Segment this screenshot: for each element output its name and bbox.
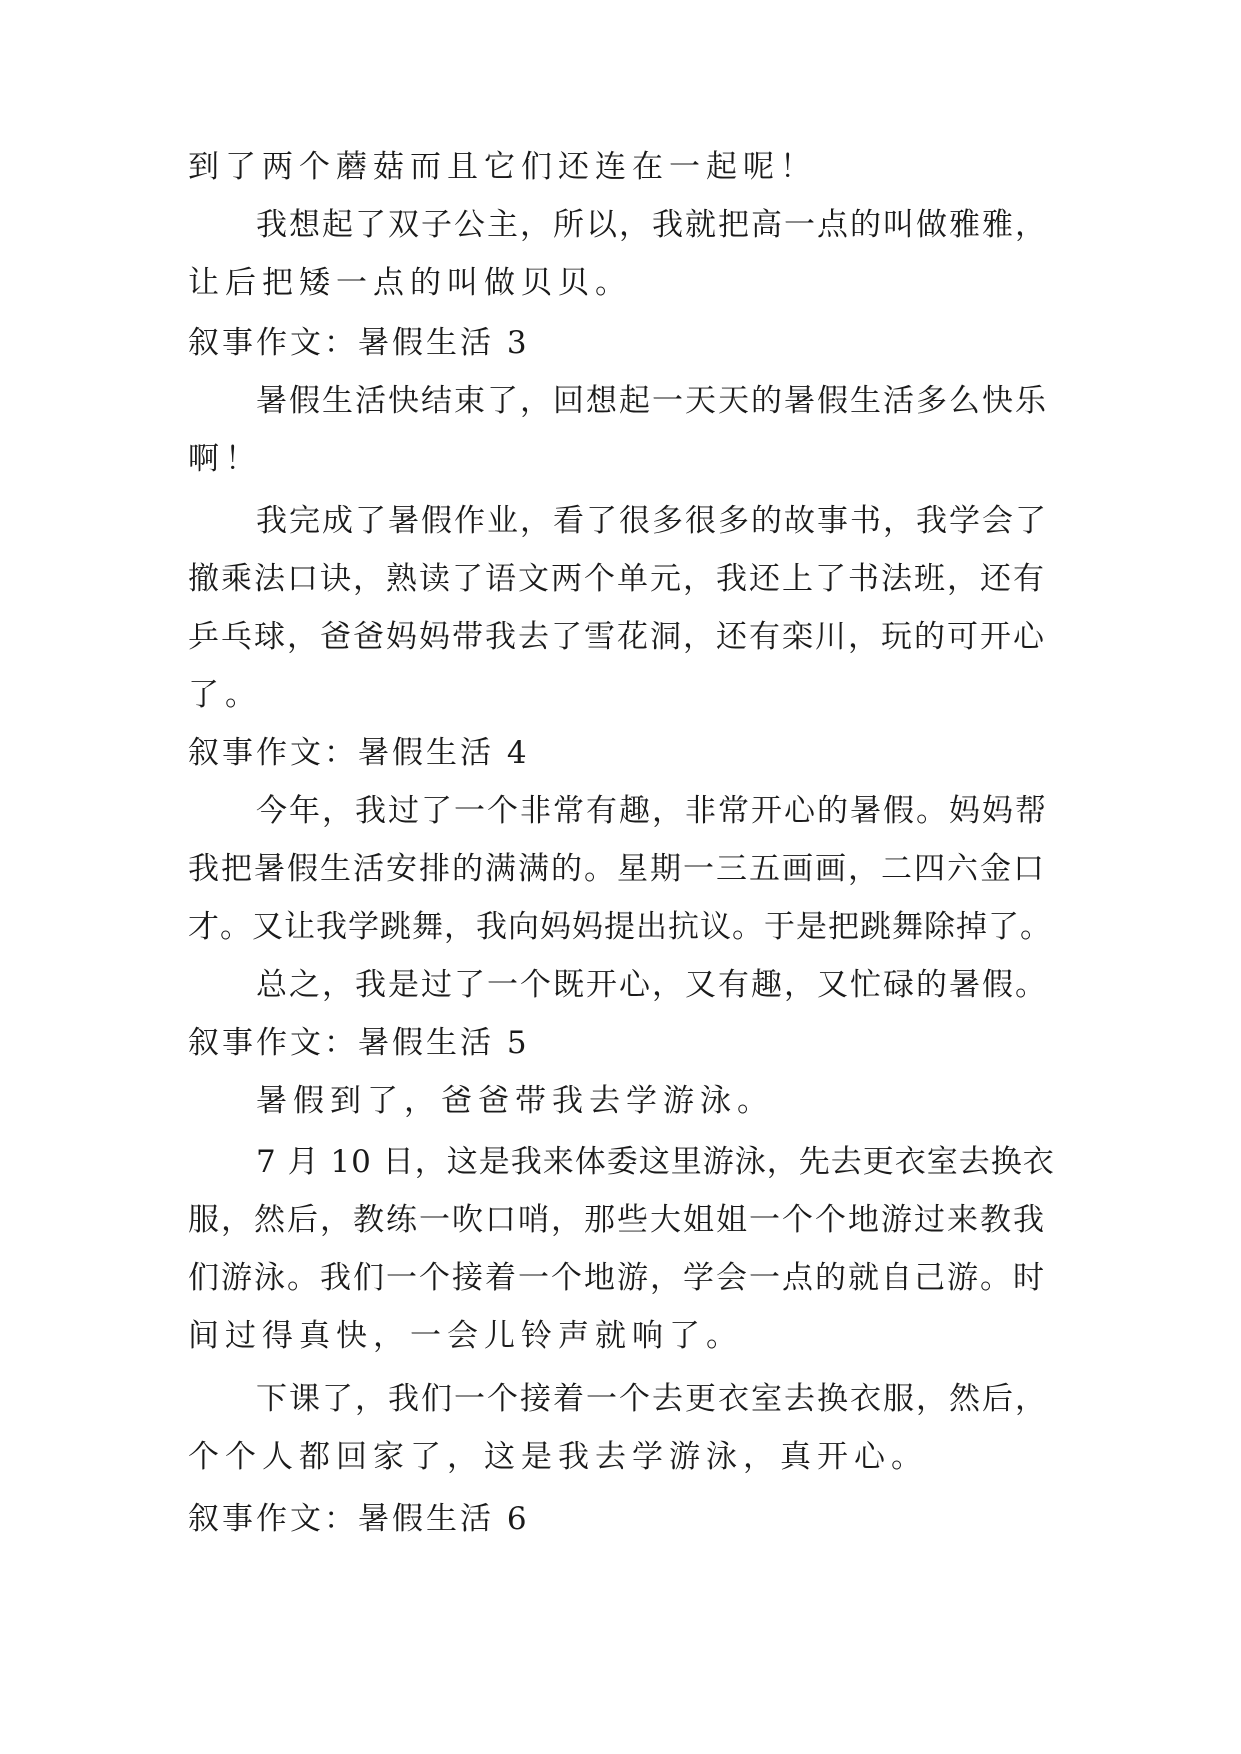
paragraph-line: 乒乓球，爸爸妈妈带我去了雪花洞，还有栾川，玩的可开心	[188, 619, 1046, 655]
paragraph-line: 下课了，我们一个接着一个去更衣室去换衣服，然后，	[256, 1381, 1048, 1417]
paragraph-line: 今年，我过了一个非常有趣，非常开心的暑假。妈妈帮	[256, 793, 1048, 829]
section-heading: 叙事作文：暑假生活 3	[188, 325, 530, 361]
paragraph-line: 撤乘法口诀，熟读了语文两个单元，我还上了书法班，还有	[188, 561, 1046, 597]
paragraph-line: 个个人都回家了，这是我去学游泳，真开心。	[188, 1439, 928, 1475]
paragraph-line: 我把暑假生活安排的满满的。星期一三五画画，二四六金口	[188, 851, 1046, 887]
paragraph-line: 暑假到了，爸爸带我去学游泳。	[256, 1083, 774, 1119]
paragraph-line: 服，然后，教练一吹口哨，那些大姐姐一个个地游过来教我	[188, 1202, 1046, 1238]
paragraph-line: 我想起了双子公主，所以，我就把高一点的叫做雅雅，	[256, 207, 1048, 243]
section-heading: 叙事作文：暑假生活 6	[188, 1501, 530, 1537]
paragraph-line: 到了两个蘑菇而且它们还连在一起呢！	[188, 149, 817, 185]
paragraph-line: 总之，我是过了一个既开心，又有趣，又忙碌的暑假。	[256, 967, 1048, 1003]
paragraph-line: 间过得真快，一会儿铃声就响了。	[188, 1318, 743, 1354]
section-heading: 叙事作文：暑假生活 4	[188, 735, 530, 771]
paragraph-line: 我完成了暑假作业，看了很多很多的故事书，我学会了	[256, 503, 1048, 539]
paragraph-line: 暑假生活快结束了，回想起一天天的暑假生活多么快乐	[256, 383, 1048, 419]
paragraph-line: 让后把矮一点的叫做贝贝。	[188, 265, 632, 301]
paragraph-line: 们游泳。我们一个接着一个地游，学会一点的就自己游。时	[188, 1260, 1046, 1296]
paragraph-line: 啊！	[188, 441, 262, 477]
paragraph-line: 了。	[188, 677, 262, 713]
section-heading: 叙事作文：暑假生活 5	[188, 1025, 530, 1061]
paragraph-line: 才。又让我学跳舞，我向妈妈提出抗议。于是把跳舞除掉了。	[188, 909, 1052, 945]
paragraph-line: 7 月 10 日，这是我来体委这里游泳，先去更衣室去换衣	[256, 1144, 1055, 1180]
